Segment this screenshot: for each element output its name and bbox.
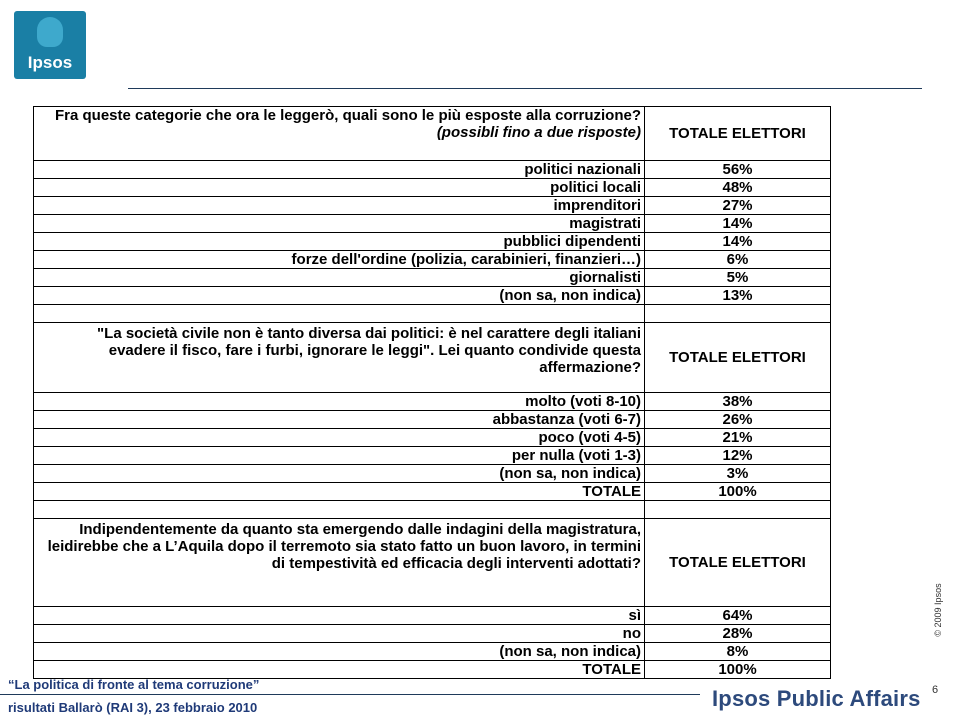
row-label: politici locali: [34, 179, 645, 197]
row-label: pubblici dipendenti: [34, 233, 645, 251]
footer-divider: [0, 694, 700, 695]
row-value: 6%: [645, 251, 831, 269]
row-label: molto (voti 8-10): [34, 393, 645, 411]
row-label: (non sa, non indica): [34, 287, 645, 305]
table-row: [34, 269, 831, 287]
table-row: [34, 287, 831, 305]
row-value: 14%: [645, 215, 831, 233]
row-value: 5%: [645, 269, 831, 287]
ipsos-logo: [14, 11, 86, 79]
head-silhouette-icon: [37, 17, 63, 47]
table-row: [34, 161, 831, 179]
table-row: [34, 661, 831, 679]
row-label: TOTALE: [34, 661, 645, 679]
row-label: TOTALE: [34, 483, 645, 501]
row-label: sì: [34, 607, 645, 625]
row-label: magistrati: [34, 215, 645, 233]
row-value: 48%: [645, 179, 831, 197]
table-row: [34, 447, 831, 465]
brand-name: Ipsos Public Affairs: [712, 686, 921, 711]
page-number: 6: [932, 684, 939, 696]
row-value: 56%: [645, 161, 831, 179]
column-header: TOTALE ELETTORI: [645, 323, 831, 393]
question-row: [34, 107, 831, 161]
table-row: [34, 197, 831, 215]
spacer-row: [34, 305, 831, 323]
survey-table: [33, 106, 831, 679]
row-label: forze dell'ordine (polizia, carabinieri, finanzieri…): [34, 251, 645, 269]
row-value: 13%: [645, 287, 831, 305]
table-row: [34, 465, 831, 483]
logo-text: Ipsos: [27, 53, 73, 72]
row-label: abbastanza (voti 6-7): [34, 411, 645, 429]
table-row: [34, 179, 831, 197]
table-row: [34, 625, 831, 643]
row-value: 12%: [645, 447, 831, 465]
row-label: giornalisti: [34, 269, 645, 287]
row-value: 100%: [645, 661, 831, 679]
question-text: Indipendentemente da quanto sta emergendo dalle indagini della magistratura, leidirebbe che a L’Aquila dopo il terremoto sia stato fatto un buon lavoro, in termini di tempestività ed efficacia degli interventi adottati?: [34, 519, 645, 607]
row-label: politici nazionali: [34, 161, 645, 179]
row-value: 27%: [645, 197, 831, 215]
row-value: 28%: [645, 625, 831, 643]
row-value: 38%: [645, 393, 831, 411]
footer-title: “La politica di fronte al tema corruzione”: [8, 677, 260, 692]
row-value: 8%: [645, 643, 831, 661]
row-value: 14%: [645, 233, 831, 251]
header-divider: [128, 88, 922, 89]
row-label: poco (voti 4-5): [34, 429, 645, 447]
question-row: [34, 519, 831, 607]
footer-subtitle: risultati Ballarò (RAI 3), 23 febbraio 2010: [8, 700, 258, 715]
table-row: [34, 607, 831, 625]
row-label: per nulla (voti 1-3): [34, 447, 645, 465]
table-row: [34, 233, 831, 251]
table-row: [34, 411, 831, 429]
row-label: (non sa, non indica): [34, 643, 645, 661]
spacer-row: [34, 501, 831, 519]
table-row: [34, 483, 831, 501]
table-row: [34, 393, 831, 411]
row-value: 3%: [645, 465, 831, 483]
question-text: "La società civile non è tanto diversa dai politici: è nel carattere degli italiani evadere il fisco, fare i furbi, ignorare le leggi". Lei quanto condivide questa affermazione?: [34, 323, 645, 393]
question-note: (possibli fino a due risposte): [436, 124, 641, 141]
column-header: TOTALE ELETTORI: [645, 107, 831, 161]
row-value: 64%: [645, 607, 831, 625]
question-text: Fra queste categorie che ora le leggerò, quali sono le più esposte alla corruzione? (possibli fino a due risposte): [34, 107, 645, 161]
table-row: [34, 251, 831, 269]
table-row: [34, 215, 831, 233]
row-label: imprenditori: [34, 197, 645, 215]
row-value: 100%: [645, 483, 831, 501]
row-value: 26%: [645, 411, 831, 429]
question-row: [34, 323, 831, 393]
table-row: [34, 643, 831, 661]
row-label: (non sa, non indica): [34, 465, 645, 483]
row-value: 21%: [645, 429, 831, 447]
row-label: no: [34, 625, 645, 643]
column-header: TOTALE ELETTORI: [645, 519, 831, 607]
copyright-note: © 2009 Ipsos: [933, 583, 943, 637]
table-row: [34, 429, 831, 447]
